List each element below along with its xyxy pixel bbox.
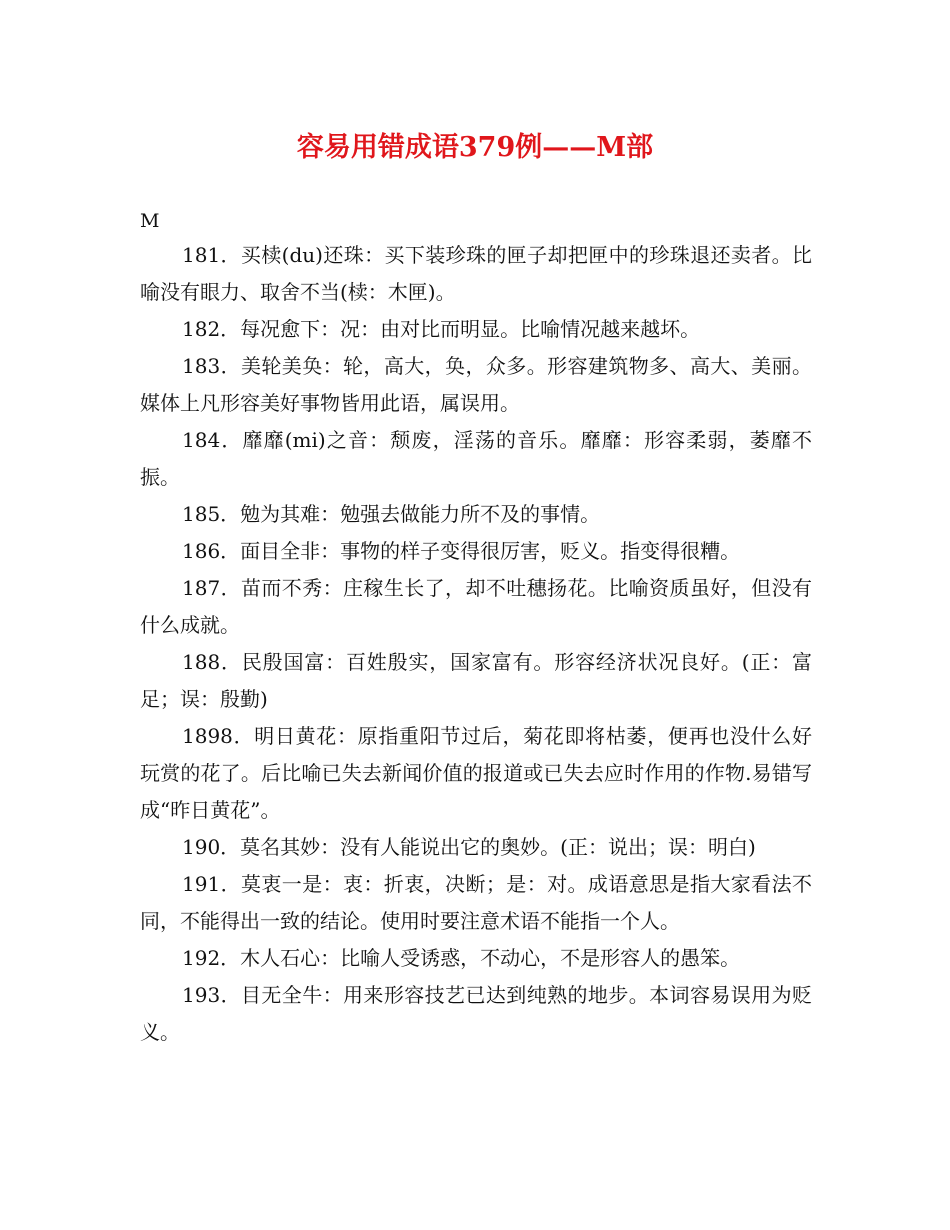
idiom-entry: 187．苗而不秀：庄稼生长了，却不吐穗扬花。比喻资质虽好，但没有什么成就。 bbox=[140, 576, 812, 637]
idiom-entry: 192．木人石心：比喻人受诱惑，不动心，不是形容人的愚笨。 bbox=[182, 946, 741, 970]
idiom-entry: 181．买椟(du)还珠：买下装珍珠的匣子却把匣中的珍珠退还卖者。比喻没有眼力、取舍不当(椟：木匣)。 bbox=[140, 243, 812, 304]
idiom-entry: 188．民殷国富：百姓殷实，国家富有。形容经济状况良好。(正：富足；误：殷勤) bbox=[140, 650, 812, 711]
idiom-entry: 191．莫衷一是：衷：折衷，决断；是：对。成语意思是指大家看法不同，不能得出一致的结论。使用时要注意术语不能指一个人。 bbox=[140, 872, 812, 933]
idiom-entry: 1898．明日黄花：原指重阳节过后，菊花即将枯萎，便再也没什么好玩赏的花了。后比喻已失去新闻价值的报道或已失去应时作用的作物.易错写成“昨日黄花”。 bbox=[140, 724, 812, 822]
idiom-entry: 182．每况愈下：况：由对比而明显。比喻情况越来越坏。 bbox=[182, 317, 701, 341]
idiom-entry: 186．面目全非：事物的样子变得很厉害，贬义。指变得很糟。 bbox=[182, 539, 741, 563]
idiom-entry: 190．莫名其妙：没有人能说出它的奥妙。(正：说出；误：明白) bbox=[182, 835, 756, 859]
idiom-entry: 184．靡靡(mi)之音：颓废，淫荡的音乐。靡靡：形容柔弱，萎靡不振。 bbox=[140, 428, 812, 489]
idiom-list bbox=[140, 237, 812, 1051]
idiom-entry: 193．目无全牛：用来形容技艺已达到纯熟的地步。本词容易误用为贬义。 bbox=[140, 983, 812, 1044]
idiom-entry: 185．勉为其难：勉强去做能力所不及的事情。 bbox=[182, 502, 601, 526]
document-title: 容易用错成语379例——M部 bbox=[296, 132, 654, 163]
idiom-entry: 183．美轮美奂：轮，高大，奂，众多。形容建筑物多、高大、美丽。媒体上凡形容美好事物皆用此语，属误用。 bbox=[140, 354, 812, 415]
section-letter: M bbox=[140, 210, 160, 232]
